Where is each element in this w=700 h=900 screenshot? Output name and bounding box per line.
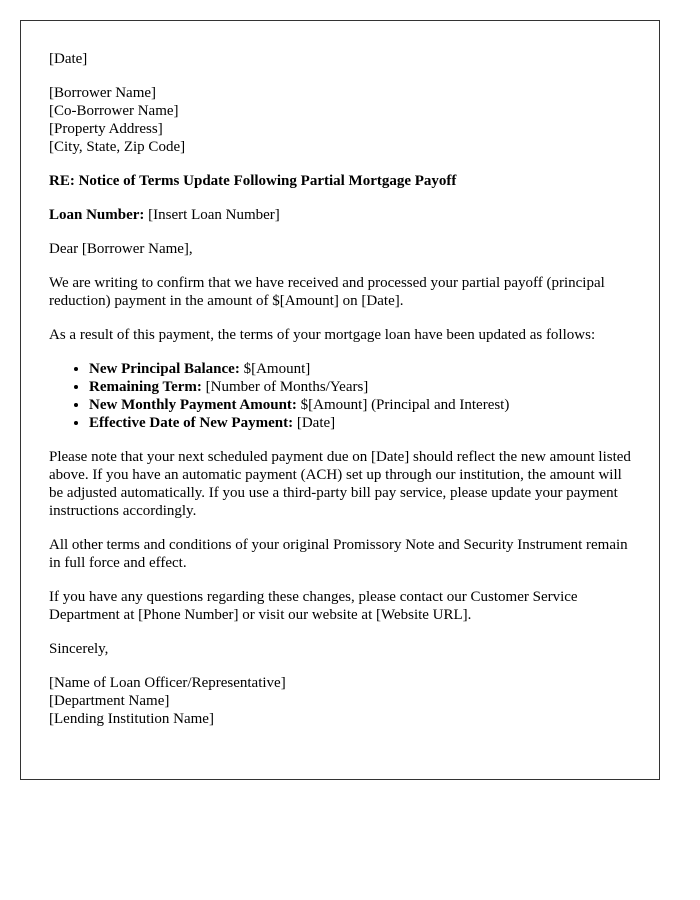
letter-date: [Date] [49,51,88,67]
term-value: $[Amount] (Principal and Interest) [300,397,510,413]
payment-note-paragraph: Please note that your next scheduled payment due on [Date] should reflect the new amount listed above. If you have an automatic payment (ACH) set up through our institution, the amount will be adjusted automatically. If you use a third-party bill pay service, please update your payment instructions accordingly. [49,449,631,519]
signature-institution: [Lending Institution Name] [49,711,214,727]
term-value: $[Amount] [243,361,311,377]
term-label: Remaining Term: [89,379,202,395]
terms-remain-paragraph: All other terms and conditions of your original Promissory Note and Security Instrument remain in full force and effect. [49,537,628,571]
term-item-effective-date [89,414,631,432]
recipient-co-borrower-name: [Co-Borrower Name] [49,103,179,119]
term-item-monthly-payment [89,396,631,414]
letter-document [20,20,660,780]
intro-paragraph: We are writing to confirm that we have received and processed your partial payoff (principal reduction) payment in the amount of $[Amount] on [Date]. [49,275,605,309]
closing: Sincerely, [49,641,109,657]
terms-intro-paragraph: As a result of this payment, the terms of your mortgage loan have been updated as follows: [49,327,596,343]
term-value: [Number of Months/Years] [205,379,369,395]
loan-number-line [49,206,631,224]
salutation: Dear [Borrower Name], [49,241,193,257]
term-label: New Principal Balance: [89,361,240,377]
term-item-principal-balance [89,360,631,378]
recipient-city-state-zip: [City, State, Zip Code] [49,139,186,155]
recipient-address-block [49,84,631,156]
signature-name: [Name of Loan Officer/Representative] [49,675,286,691]
signature-block [49,674,631,728]
recipient-property-address: [Property Address] [49,121,163,137]
term-label: Effective Date of New Payment: [89,415,294,431]
recipient-borrower-name: [Borrower Name] [49,85,157,101]
signature-department: [Department Name] [49,693,170,709]
subject-line: RE: Notice of Terms Update Following Partial Mortgage Payoff [49,173,457,189]
term-item-remaining-term [89,378,631,396]
term-label: New Monthly Payment Amount: [89,397,297,413]
loan-number-value: [Insert Loan Number] [148,207,280,223]
contact-paragraph: If you have any questions regarding these changes, please contact our Customer Service Department at [Phone Number] or visit our website at [Website URL]. [49,589,578,623]
loan-number-label: Loan Number: [49,207,145,223]
term-value: [Date] [296,415,336,431]
updated-terms-list [49,360,631,432]
